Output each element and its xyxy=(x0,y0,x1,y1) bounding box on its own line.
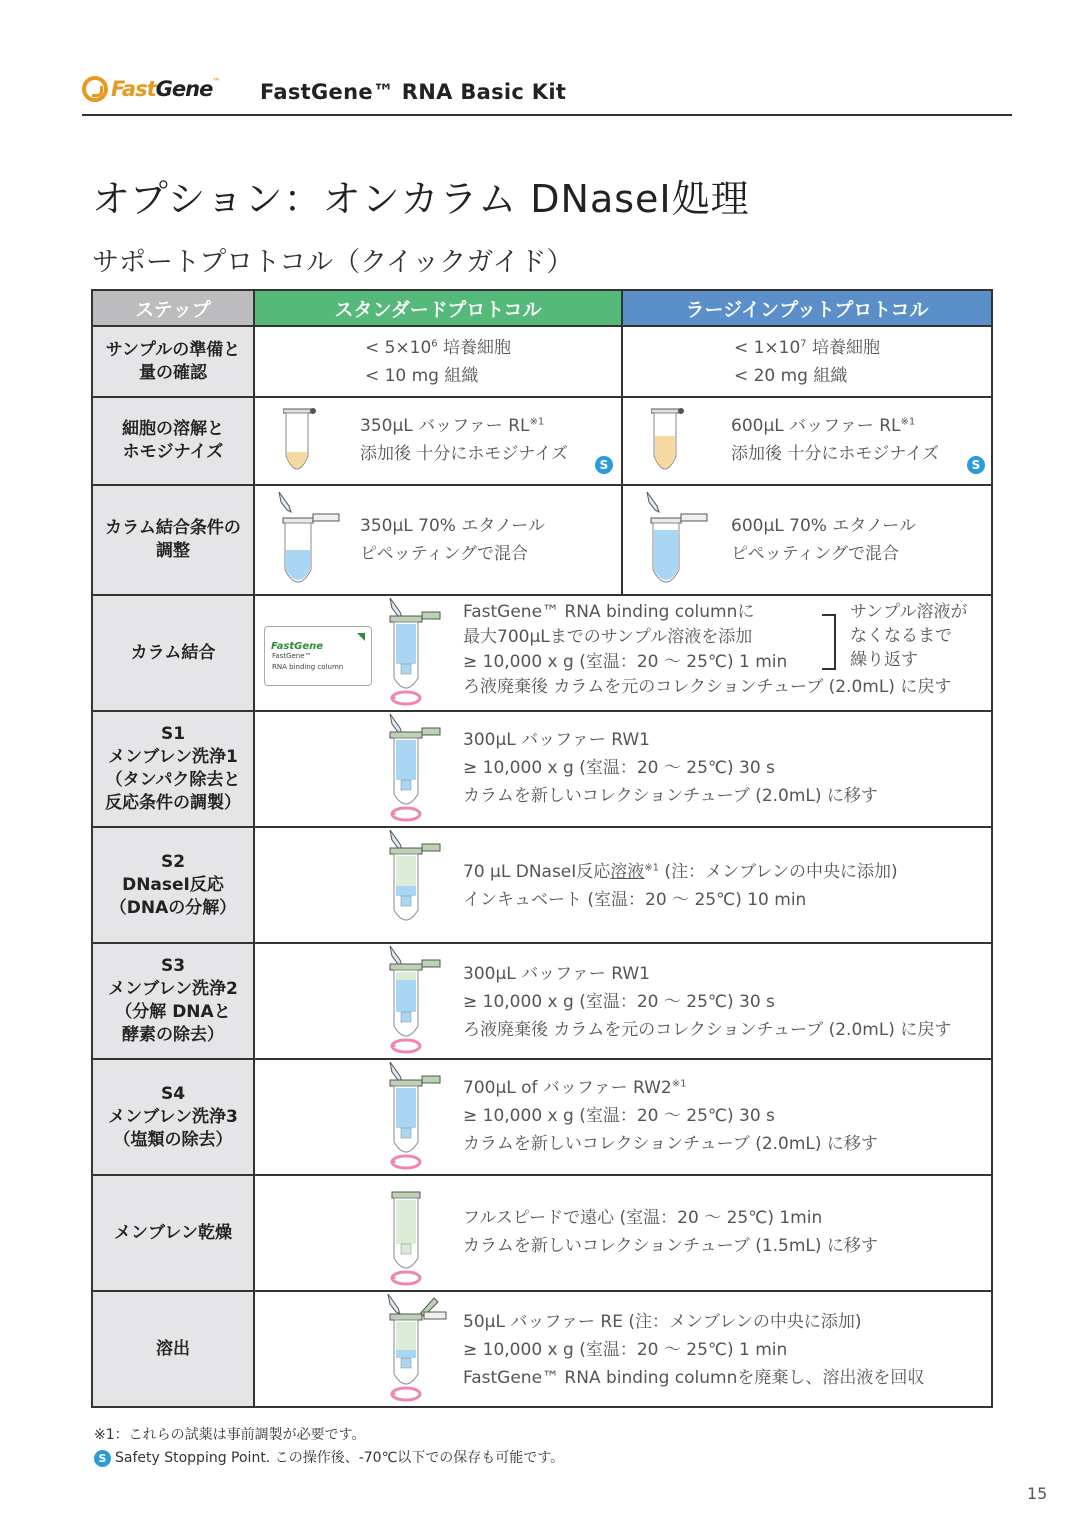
spin-column-icon xyxy=(380,598,450,710)
step-label: S4 メンブレン洗浄3 （塩類の除去） xyxy=(92,1059,254,1175)
standard-cell: < $5\times 10^6$ 培養細胞 < 10 mg 組織 xyxy=(254,326,622,397)
page-number: 15 xyxy=(1027,1484,1048,1503)
spin-column-icon xyxy=(380,1062,450,1174)
large-cell: 600μL バッファー RL$^{※1}$ 添加後 十分にホモジナイズ S xyxy=(622,397,992,485)
repeat-bracket xyxy=(822,614,836,670)
step-label: S1 メンブレン洗浄1 （タンパク除去と 反応条件の調製） xyxy=(92,711,254,827)
table-row xyxy=(92,1175,992,1291)
safety-stopping-point-icon: S xyxy=(595,456,613,474)
merged-protocol-cell: 300μL バッファー RW1 ≥ 10,000 x g (室温：20 ～ 25℃) 30 s ろ液廃棄後 カラムを元のコレクションチューブ (2.0mL) に戻す xyxy=(254,943,992,1059)
table-row xyxy=(92,595,992,711)
binding-column-card: FastGene FastGene™ RNA binding column xyxy=(264,626,372,686)
safety-stopping-point-icon: S xyxy=(967,456,985,474)
tube-icon xyxy=(651,406,691,478)
elution-tube-icon xyxy=(380,1294,460,1406)
table-row xyxy=(92,943,992,1059)
merged-protocol-cell: 300μL バッファー RW1 ≥ 10,000 x g (室温：20 ～ 25℃) 30 s カラムを新しいコレクションチューブ (2.0mL) に移す xyxy=(254,711,992,827)
table-row xyxy=(92,1291,992,1407)
merged-protocol-cell: 700μL of バッファー $RW2^{※1}$ ≥ 10,000 x g (室温：20 ～ 25℃) 30 s カラムを新しいコレクションチューブ (2.0mL) に移す xyxy=(254,1059,992,1175)
large-cell: < $1\times 10^7$ 培養細胞 < 20 mg 組織 xyxy=(622,326,992,397)
header-standard-protocol: スタンダードプロトコル xyxy=(254,290,622,326)
table-row xyxy=(92,485,992,595)
protocol-table xyxy=(91,289,993,1408)
header-step: ステップ xyxy=(92,290,254,326)
pipette-tube-icon xyxy=(641,490,721,590)
header-large-input-protocol: ラージインプットプロトコル xyxy=(622,290,992,326)
table-row xyxy=(92,827,992,943)
table-row xyxy=(92,1059,992,1175)
header-divider xyxy=(82,114,1012,116)
merged-protocol-cell: FastGene FastGene™ RNA binding column FastGene™ RNA binding columnに 最大700μLまでのサンプル溶液を添加 ≥ 10,000 x g (室温：20 ～ 25℃) 1 min ろ液廃棄後 カラムを元のコレクションチューブ (2.0mL) に戻す サンプル溶液が なくなるまで 繰り返す xyxy=(254,595,992,711)
step-label: S2 DNaseⅠ反応 （DNAの分解） xyxy=(92,827,254,943)
pipette-tube-icon xyxy=(273,490,353,590)
spin-column-icon xyxy=(380,714,450,826)
footnotes xyxy=(94,1424,564,1470)
page-header xyxy=(82,70,1012,116)
tube-icon xyxy=(283,406,323,478)
merged-protocol-cell: 50μL バッファー RE (注：メンブレンの中央に添加) ≥ 10,000 x g (室温：20 ～ 25℃) 1 min FastGene™ RNA binding columnを廃棄し、溶出液を回収 xyxy=(254,1291,992,1407)
fastgene-logo-icon xyxy=(82,76,108,102)
footnote-safety: S Safety Stopping Point. この操作後、-70℃以下での保存も可能です。 xyxy=(94,1447,564,1470)
step-label: S3 メンブレン洗浄2 （分解 DNAと 酵素の除去） xyxy=(92,943,254,1059)
safety-stopping-point-icon: S xyxy=(94,1450,111,1467)
step-label: メンブレン乾燥 xyxy=(92,1175,254,1291)
large-cell: 600μL 70% エタノール ピペッティングで混合 xyxy=(622,485,992,595)
step-label: カラム結合条件の 調整 xyxy=(92,485,254,595)
logo-fast: Fast xyxy=(111,77,156,101)
standard-cell: 350μL 70% エタノール ピペッティングで混合 xyxy=(254,485,622,595)
merged-protocol-cell: フルスピードで遠心 (室温：20 ～ 25℃) 1min カラムを新しいコレクションチューブ (1.5mL) に移す xyxy=(254,1175,992,1291)
table-row xyxy=(92,711,992,827)
step-label: サンプルの準備と 量の確認 xyxy=(92,326,254,397)
footnote-reagent-prep: ※1：これらの試薬は事前調製が必要です。 xyxy=(94,1427,366,1443)
table-header-row xyxy=(92,290,992,326)
spin-column-icon xyxy=(380,830,450,942)
spin-column-icon xyxy=(380,946,450,1058)
logo-gene: Gene xyxy=(155,77,213,101)
arrow-icon xyxy=(357,633,365,641)
kit-title: FastGene™ RNA Basic Kit xyxy=(260,80,567,104)
section-subtitle: サポートプロトコル（クイックガイド） xyxy=(92,247,574,278)
step-label: 溶出 xyxy=(92,1291,254,1407)
fastgene-logo: FastGene™ xyxy=(82,76,219,102)
step-label: 細胞の溶解と ホモジナイズ xyxy=(92,397,254,485)
standard-cell: 350μL バッファー RL$^{※1}$ 添加後 十分にホモジナイズ S xyxy=(254,397,622,485)
merged-protocol-cell: 70 μL DNaseⅠ反応溶液$^{※1}$ (注：メンブレンの中央に添加) インキュベート (室温：20 ～ 25℃) 10 min xyxy=(254,827,992,943)
spin-column-icon xyxy=(380,1178,450,1290)
table-row xyxy=(92,397,992,485)
step-label: カラム結合 xyxy=(92,595,254,711)
table-row xyxy=(92,326,992,397)
page-title: オプション：オンカラム DNaseⅠ処理 xyxy=(92,177,750,221)
